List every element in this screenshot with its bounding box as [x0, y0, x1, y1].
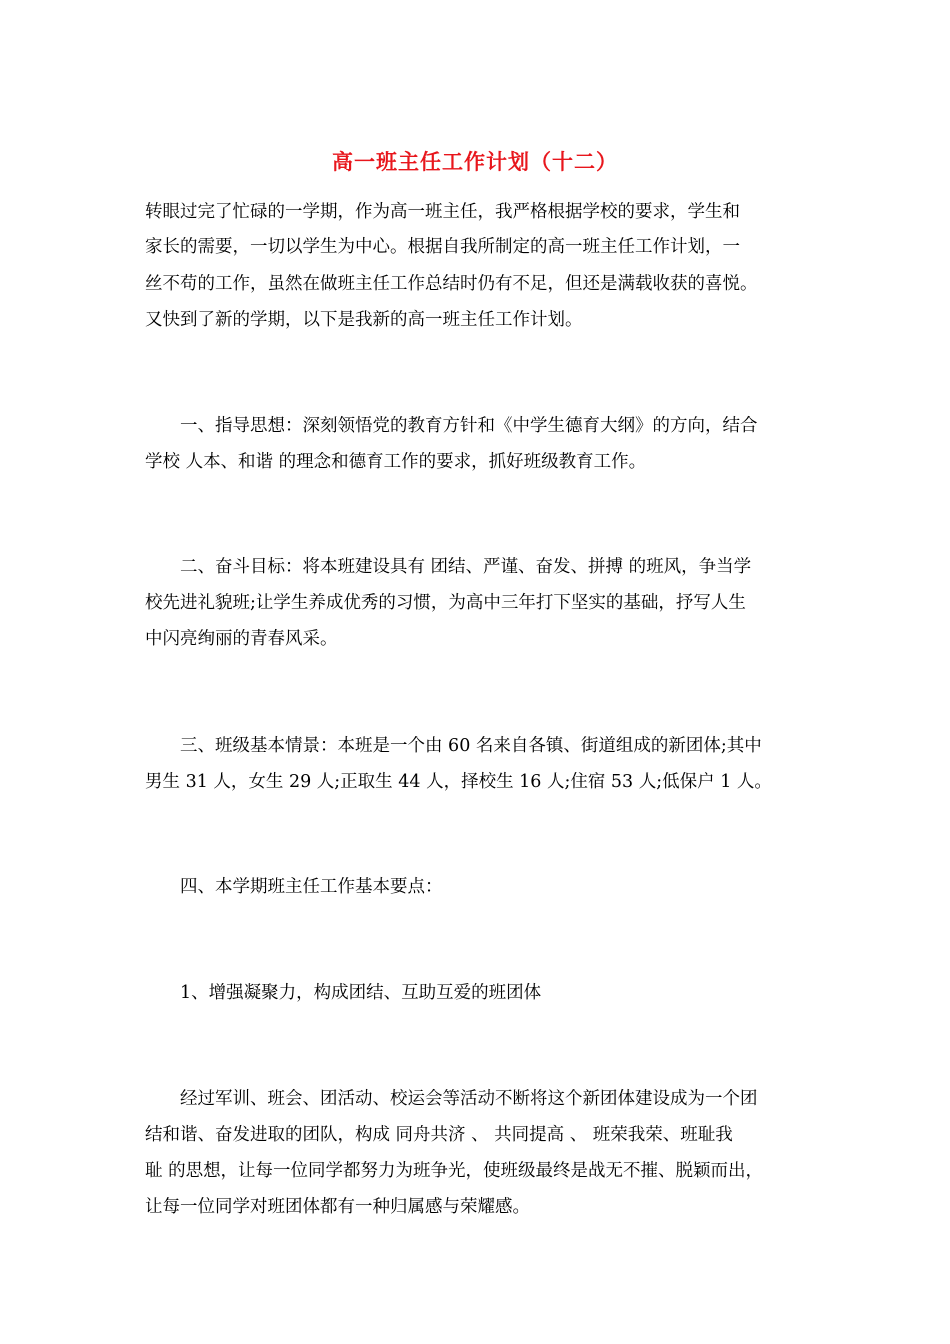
subsection-heading: 1、增强凝聚力，构成团结、互助互爱的班团体	[145, 983, 542, 1003]
paragraph-line: 让每一位同学对班团体都有一种归属感与荣耀感。	[145, 1197, 530, 1217]
paragraph-line: 中闪亮绚丽的青春风采。	[145, 629, 338, 649]
section-heading: 四、本学期班主任工作基本要点：	[145, 877, 443, 897]
paragraph-line: 学校 人本、和谐 的理念和德育工作的要求，抓好班级教育工作。	[145, 452, 647, 472]
paragraph-line: 三、班级基本情景：本班是一个由 60 名来自各镇、街道组成的新团体;其中	[145, 736, 762, 756]
paragraph-line: 经过军训、班会、团活动、校运会等活动不断将这个新团体建设成为一个团	[145, 1089, 758, 1109]
paragraph-line: 结和谐、奋发进取的团队，构成 同舟共济 、 共同提高 、 班荣我荣、班耻我	[145, 1125, 733, 1145]
paragraph-line: 又快到了新的学期，以下是我新的高一班主任工作计划。	[145, 310, 583, 330]
paragraph-line: 二、奋斗目标：将本班建设具有 团结、严谨、奋发、拼搏 的班风，争当学	[145, 557, 752, 577]
paragraph-line: 一、指导思想：深刻领悟党的教育方针和《中学生德育大纲》的方向，结合	[145, 416, 758, 436]
paragraph-line: 耻 的思想，让每一位同学都努力为班争光，使班级最终是战无不摧、脱颖而出，	[145, 1161, 764, 1181]
document-title: 高一班主任工作计划（十二）	[332, 149, 618, 174]
paragraph-line: 家长的需要，一切以学生为中心。根据自我所制定的高一班主任工作计划，一	[145, 237, 740, 257]
paragraph-line: 转眼过完了忙碌的一学期，作为高一班主任，我严格根据学校的要求，学生和	[145, 202, 740, 222]
paragraph-line: 男生 31 人，女生 29 人;正取生 44 人，择校生 16 人;住宿 53 人;低保户 1 人。	[145, 772, 772, 792]
paragraph-line: 丝不苟的工作，虽然在做班主任工作总结时仍有不足，但还是满载收获的喜悦。	[145, 274, 758, 294]
paragraph-line: 校先进礼貌班;让学生养成优秀的习惯，为高中三年打下坚实的基础，抒写人生	[145, 593, 746, 613]
